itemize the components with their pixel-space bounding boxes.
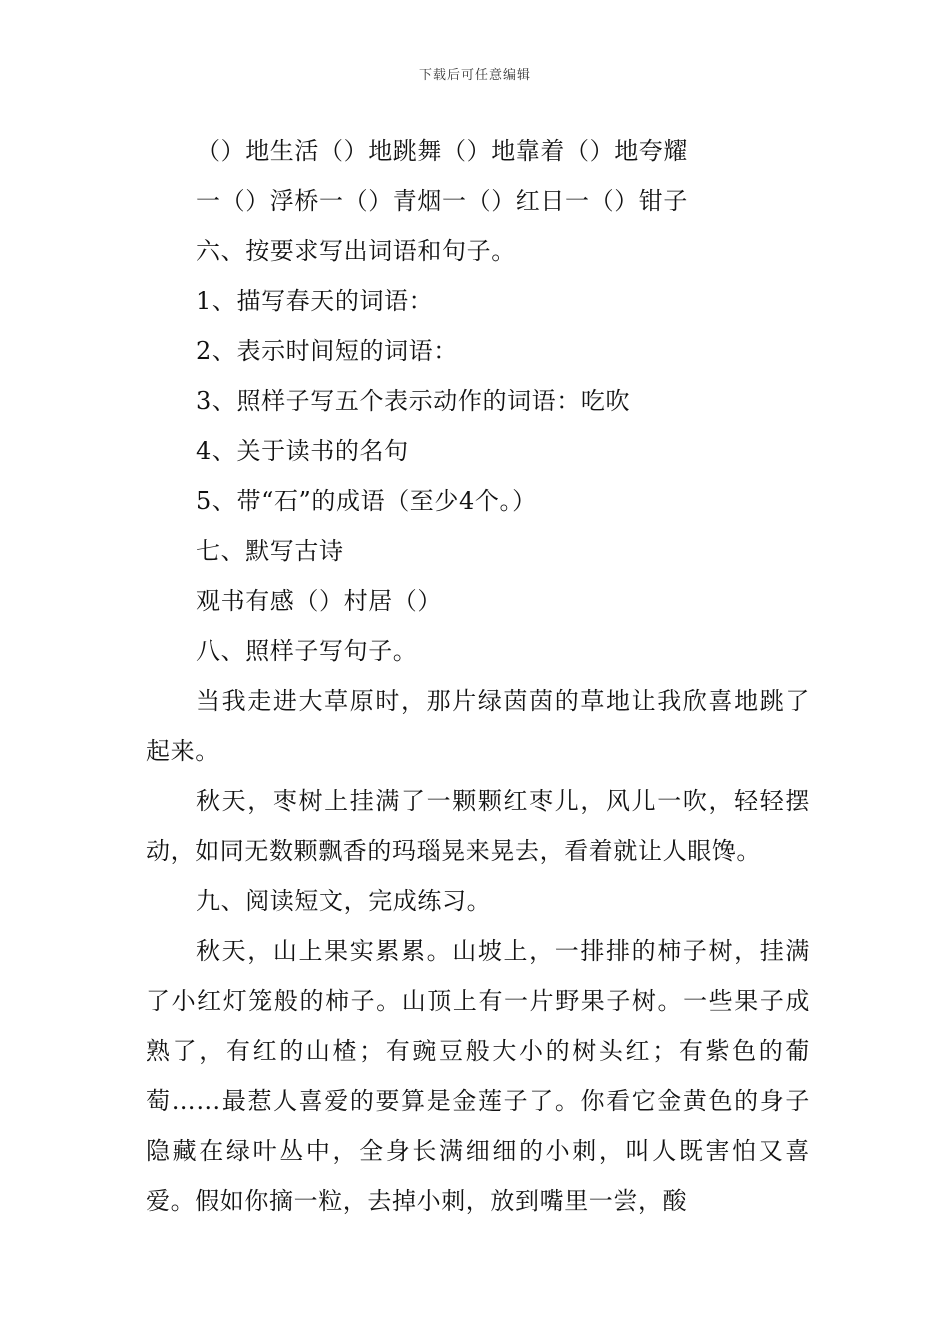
question-item-5: 5、带“石”的成语（至少4个。） — [196, 487, 537, 515]
example-sentence-2: 秋天，枣树上挂满了一颗颗红枣儿，风儿一吹，轻轻摆动，如同无数颗飘香的玛瑙晃来晃去，看着就让人眼馋。 — [146, 787, 810, 865]
example-sentence-1: 当我走进大草原时，那片绿茵茵的草地让我欣喜地跳了起来。 — [146, 687, 810, 765]
page-header-note: 下载后可任意编辑 — [418, 68, 531, 83]
poem-titles-line: 观书有感（）村居（） — [196, 587, 442, 615]
section-heading-eight: 八、照样子写句子。 — [196, 637, 418, 665]
reading-passage: 秋天，山上果实累累。山坡上，一排排的柿子树，挂满了小红灯笼般的柿子。山顶上有一片野果子树。一些果子成熟了，有红的山楂；有豌豆般大小的树头红；有紫色的葡萄……最惹人喜爱的要算是金莲子了。你看它金黄色的身子隐藏在绿叶丛中，全身长满细细的小刺，叫人既害怕又喜爱。假如你摘一粒，去掉小刺，放到嘴里一尝，酸 — [146, 937, 810, 1215]
section-heading-six: 六、按要求写出词语和句子。 — [196, 237, 516, 265]
question-item-3: 3、照样子写五个表示动作的词语：吃吹 — [196, 387, 631, 415]
fill-blank-measure-word-line: 一（）浮桥一（）青烟一（）红日一（）钳子 — [196, 187, 688, 215]
document-body — [146, 126, 810, 1226]
fill-blank-adverb-line: （）地生活（）地跳舞（）地靠着（）地夸耀 — [196, 137, 688, 165]
question-item-2: 2、表示时间短的词语： — [196, 337, 458, 365]
question-item-4: 4、关于读书的名句 — [196, 437, 409, 465]
section-heading-nine: 九、阅读短文，完成练习。 — [196, 887, 492, 915]
section-heading-seven: 七、默写古诗 — [196, 537, 344, 565]
question-item-1: 1、描写春天的词语： — [196, 287, 434, 315]
